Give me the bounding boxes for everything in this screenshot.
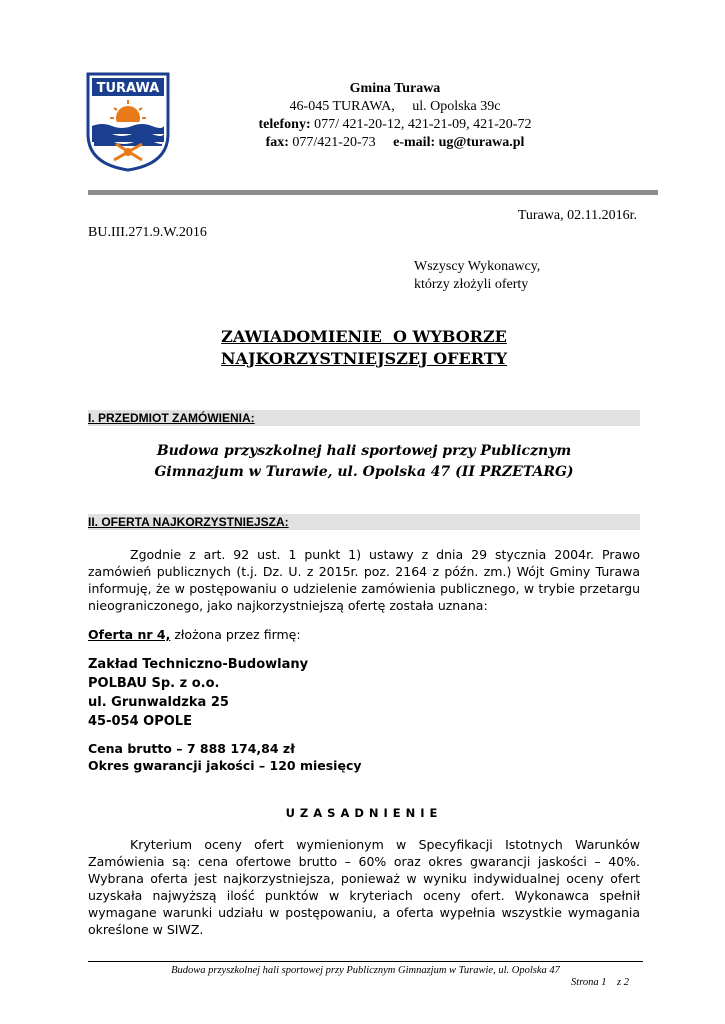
subject-line-1: Budowa przyszkolnej hali sportowej przy Publicznym: [156, 443, 572, 459]
section-1-heading-text: I. PRZEDMIOT ZAMÓWIENIA:: [88, 411, 255, 425]
section-1-heading: [88, 410, 640, 426]
section-2-heading: [88, 514, 640, 530]
email-value[interactable]: ug@turawa.pl: [438, 135, 525, 150]
company-street: ul. Grunwaldzka 25: [88, 695, 229, 710]
title-line-2: NAJKORZYSTNIEJSZEJ OFERTY: [220, 349, 508, 368]
page-number: Strona 1 z 2: [571, 977, 629, 988]
phones-label: telefony:: [258, 117, 311, 132]
recipient-line-2: którzy złożyli oferty: [414, 277, 529, 292]
justification-text-1: Kryterium oceny ofert wymienionym w Specyfikacji Istotnych Warunków Zamówienia są: cena ofertowe brutto – 60% oraz okres gwarancji jaskości – 40%.: [88, 837, 640, 869]
gross-price: Cena brutto – 7 888 174,84 zł: [88, 741, 295, 756]
reference-number: BU.III.271.9.W.2016: [88, 225, 207, 240]
justification-text-2: Wybrana oferta jest najkorzystniejsza, ponieważ w wyniku indywidualnej oceny ofert uzyskała najwyższą ilość punktów w kryteriach oceny ofert. Wykonawca spełnił wymagane warunki udziału w postępowaniu, a oferta wypełnia wszystkie wymagania określone w SIWZ.: [88, 871, 640, 937]
email-label: e-mail:: [393, 135, 436, 150]
company-legal-name: POLBAU Sp. z o.o.: [88, 676, 220, 691]
offer-line: [88, 627, 301, 642]
company-city: 45-054 OPOLE: [88, 714, 192, 729]
legal-basis-text: Zgodnie z art. 92 ust. 1 punkt 1) ustawy z dnia 29 stycznia 2004r. Prawo zamówień publicznych (t.j. Dz. U. z 2015r. poz. 2164 z późn. zm.) Wójt Gminy Turawa informuję, że w postępowaniu o udzielenie zamówienia publicznego, w trybie przetargu nieograniczonego, jako najkorzystniejszą ofertę została uznana:: [88, 547, 640, 613]
phones-value: 077/ 421-20-12, 421-21-09, 421-20-72: [314, 117, 532, 132]
fax-label: fax:: [265, 135, 289, 150]
header-divider: [88, 190, 658, 195]
warranty-period: Okres gwarancji jakości – 120 miesięcy: [88, 758, 362, 773]
title-line-1: ZAWIADOMIENIE O WYBORZE: [221, 327, 507, 346]
offer-rest: złożona przez firmę:: [170, 627, 301, 642]
recipient: [414, 258, 540, 294]
contract-subject: [100, 441, 628, 483]
organization-address: 46-045 TURAWA, ul. Opolska 39c: [289, 99, 501, 114]
offer-terms: [88, 740, 362, 774]
footer-divider: [88, 961, 643, 962]
winning-company: [88, 655, 308, 731]
justification-paragraph: [88, 836, 640, 938]
turawa-coat-of-arms-logo: [86, 72, 170, 172]
fax-value: 077/421-20-73: [292, 135, 376, 150]
legal-basis-paragraph: [88, 546, 640, 614]
place-date: Turawa, 02.11.2016r.: [517, 208, 637, 223]
justification-heading: UZASADNIENIE: [285, 806, 443, 820]
recipient-line-1: Wszyscy Wykonawcy,: [414, 259, 541, 274]
organization-name: Gmina Turawa: [349, 81, 441, 96]
company-name: Zakład Techniczno-Budowlany: [88, 657, 309, 672]
offer-label: Oferta nr 4,: [88, 627, 171, 642]
subject-line-2: Gimnazjum w Turawie, ul. Opolska 47 (II PRZETARG): [154, 464, 574, 480]
section-2-heading-text: II. OFERTA NAJKORZYSTNIEJSZA:: [88, 515, 289, 529]
logo-text: TURAWA: [96, 81, 160, 96]
footer-text: Budowa przyszkolnej hali sportowej przy Publicznym Gimnazjum w Turawie, ul. Opolska 47: [171, 965, 560, 976]
phones-line: [230, 116, 560, 134]
document-title: [88, 326, 640, 370]
header-contact-block: [230, 80, 560, 152]
fax-email-line: [230, 134, 560, 152]
